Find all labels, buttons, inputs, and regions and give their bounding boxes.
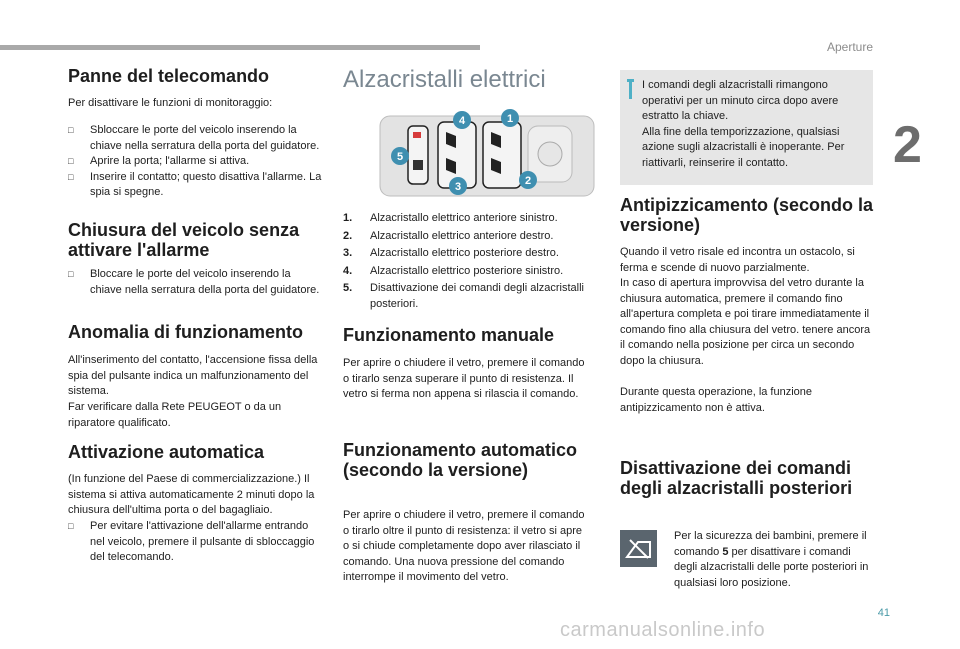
list-item: 5. Disattivazione dei comandi degli alzacristalli posteriori. <box>343 282 584 310</box>
figure-label: 3 <box>454 181 462 193</box>
info-box <box>620 70 873 185</box>
numbered-list <box>343 211 591 314</box>
window-lock-icon <box>620 530 657 567</box>
automatico-text: Per aprire o chiudere il vetro, premere il comando o tirarlo oltre il punto di resistenza: il vetro si apre o si chiude completamente dopo aver rilasciato il comando. Una nuova pressione del comando interrompe il movimento del vetro. <box>343 509 585 583</box>
list-item: 4. Alzacristallo elettrico posteriore sinistro. <box>343 264 564 277</box>
manuale-text: Per aprire o chiudere il vetro, premere il comando o tirarlo senza superare il punto di resistenza. Il vetro si ferma non appena si rilascia il comando. <box>343 357 585 400</box>
heading-attivazione: Attivazione automatica <box>68 442 265 462</box>
list-item: 1. Alzacristallo elettrico anteriore sinistro. <box>343 212 558 224</box>
heading-manuale: Funzionamento manuale <box>343 325 555 345</box>
header-bar <box>0 45 480 50</box>
bullet-item: □ Aprire la porta; l'allarme si attiva. <box>68 154 324 170</box>
figure-label: 5 <box>396 151 404 163</box>
chiusura-bullets <box>68 267 324 298</box>
heading-antipizzicamento: Antipizzicamento (secondo la versione) <box>620 195 874 235</box>
section-name: Aperture <box>826 40 873 54</box>
heading-alzacristalli: Alzacristalli elettrici <box>343 66 546 93</box>
anti-text: Quando il vetro risale ed incontra un ostacolo, si ferma e scende di nuovo parzialmente. <box>620 246 855 274</box>
checkbox-bullet-icon: □ <box>68 521 74 531</box>
heading-panne: Panne del telecomando <box>68 66 270 86</box>
heading-automatico: Funzionamento automatico (secondo la versione) <box>343 440 577 480</box>
anomalia-text: All'inserimento del contatto, l'accensione fissa della spia del pulsante indica un malfunzionamento del sistema. <box>68 354 318 397</box>
list-item: 3. Alzacristallo elettrico posteriore destro. <box>343 247 559 259</box>
anomalia-text: Far verificare dalla Rete PEUGEOT o da un riparatore qualificato. <box>68 401 282 429</box>
window-switch-panel-illustration <box>363 108 611 200</box>
attivazione-text: (In funzione del Paese di commercializzazione.) Il sistema si attiva automaticamente 2 minuti dopo la chiusura dell'ultima porta o del bagagliaio. <box>68 473 315 516</box>
child-lock-icon <box>620 530 657 567</box>
heading-disattivazione: Disattivazione dei comandi degli alzacristalli posteriori <box>620 458 853 498</box>
heading-chiusura: Chiusura del veicolo senza attivare l'allarme <box>68 220 300 260</box>
panne-intro: Per disattivare le funzioni di monitoraggio: <box>68 97 273 109</box>
checkbox-bullet-icon: □ <box>68 171 74 182</box>
anti-text: In caso di apertura improvvisa del vetro durante la chiusura automatica, premere il comando fino all'apertura completa e poi tirare immediatamente il comando fino alla chiusura del vetro. tenere ancora il comando nella posizione per circa un secondo dopo la chiusura. <box>620 277 871 367</box>
info-text: I comandi degli alzacristalli rimangono operativi per un minuto circa dopo avere estratto la chiave. Alla fine della temporizzazione, qualsiasi azione sugli alzacristalli è inoperante. Per riattivarli, reinserire il contatto. <box>642 79 845 169</box>
bullet-item: □ Sbloccare le porte del veicolo inserendo la chiave nella serratura della porta del guidatore. <box>68 124 320 152</box>
figure-label: 1 <box>506 113 514 125</box>
watermark: carmanualsonline.info <box>560 619 766 641</box>
bullet-item: □ Bloccare le porte del veicolo inserendo la chiave nella serratura della porta del guidatore. <box>68 268 320 296</box>
checkbox-bullet-icon: □ <box>68 269 74 279</box>
panne-bullets <box>68 123 324 201</box>
checkbox-bullet-icon: □ <box>68 125 74 135</box>
chapter-number: 2 <box>893 116 922 174</box>
anti-text: Durante questa operazione, la funzione antipizzicamento non è attiva. <box>620 386 813 414</box>
info-icon-bar <box>629 79 632 99</box>
heading-anomalia: Anomalia di funzionamento <box>68 322 304 342</box>
bullet-item: □ Per evitare l'attivazione dell'allarme entrando nel veicolo, premere il pulsante di sbloccaggio del telecomando. <box>68 520 315 563</box>
attivazione-bullets <box>68 519 324 566</box>
figure-label: 2 <box>524 175 532 187</box>
page-number: 41 <box>877 607 890 619</box>
bullet-item: □ Inserire il contatto; questo disattiva l'allarme. La spia si spegne. <box>68 170 322 198</box>
list-item: 2. Alzacristallo elettrico anteriore destro. <box>343 229 554 242</box>
figure-label: 4 <box>458 115 466 127</box>
checkbox-bullet-icon: □ <box>68 156 74 166</box>
disattivazione-text: Per la sicurezza dei bambini, premere il comando 5 per disattivare i comandi degli alzacristalli delle porte posteriori in qualsiasi loro posizione. <box>674 530 869 589</box>
